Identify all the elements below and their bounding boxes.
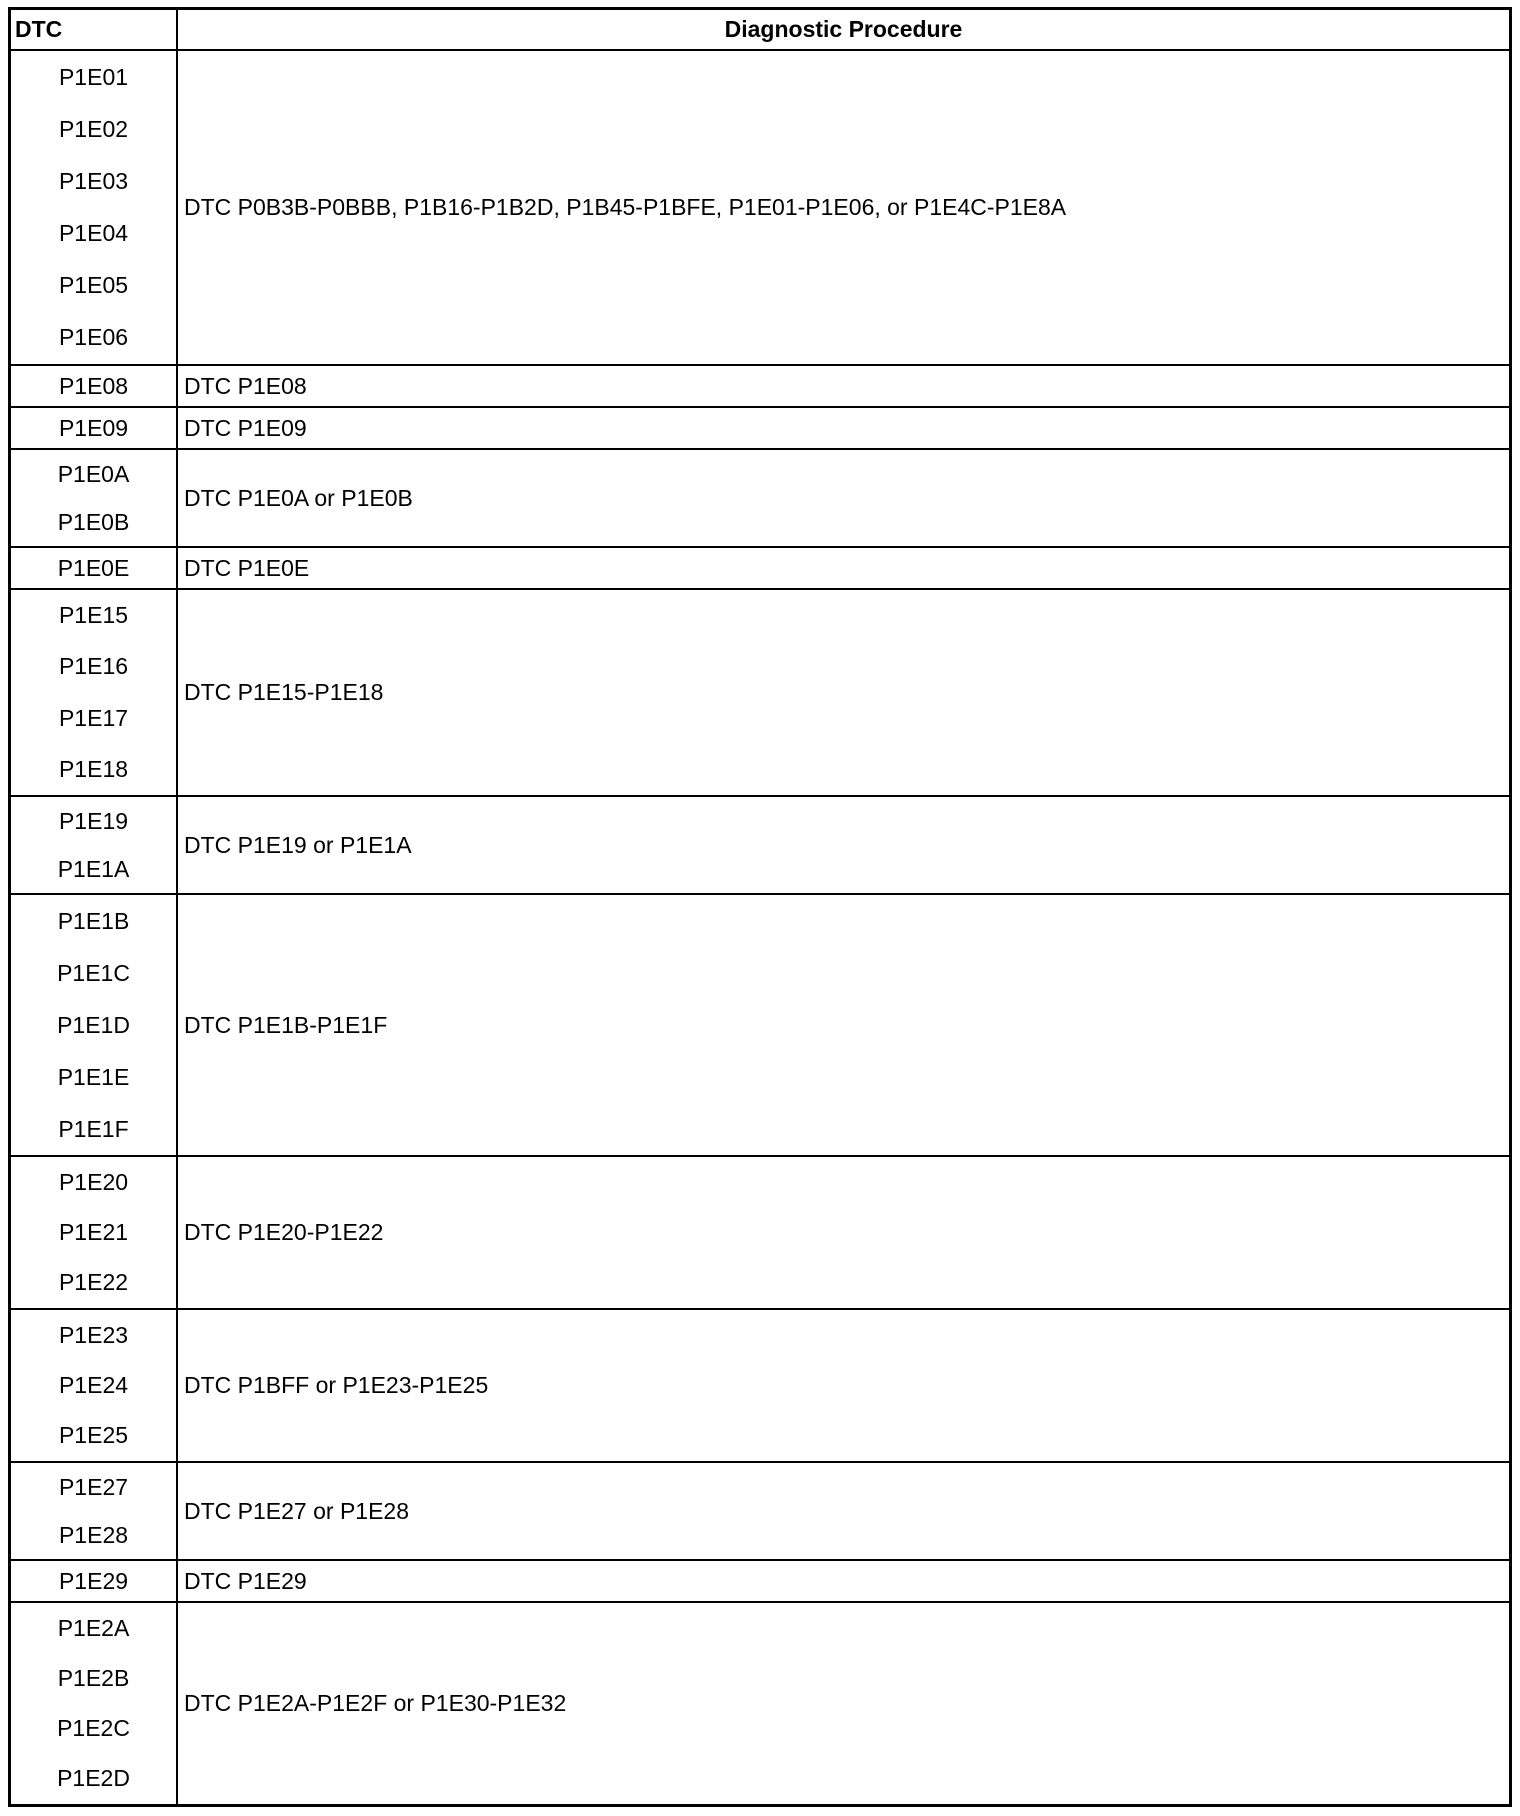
dtc-code: P1E03 bbox=[58, 167, 129, 194]
dtc-code: P1E19 bbox=[58, 807, 129, 834]
dtc-code: P1E08 bbox=[58, 372, 129, 399]
dtc-code: P1E18 bbox=[58, 755, 129, 782]
dtc-code: P1E0A bbox=[57, 460, 130, 487]
table-header bbox=[11, 10, 1509, 51]
dtc-code: P1E1D bbox=[57, 1011, 130, 1038]
table-row bbox=[11, 1561, 1509, 1603]
table-row bbox=[11, 450, 1509, 548]
dtc-code: P1E1F bbox=[58, 1115, 129, 1142]
procedure-cell: DTC P1E29 bbox=[184, 1567, 307, 1594]
procedure-cell: DTC P1E0E bbox=[184, 554, 310, 581]
dtc-code: P1E28 bbox=[58, 1521, 129, 1548]
table-row bbox=[11, 408, 1509, 450]
dtc-code: P1E1B bbox=[57, 907, 130, 934]
dtc-code: P1E21 bbox=[58, 1218, 129, 1245]
procedure-cell: DTC P1E08 bbox=[184, 372, 307, 399]
table-row bbox=[11, 1157, 1509, 1310]
procedure-cell: DTC P1E09 bbox=[184, 414, 307, 441]
header-dtc: DTC bbox=[11, 10, 178, 49]
dtc-table bbox=[8, 7, 1512, 1807]
dtc-cell bbox=[11, 450, 178, 546]
procedure-cell: DTC P0B3B-P0BBB, P1B16-P1B2D, P1B45-P1BFE, P1E01-P1E06, or P1E4C-P1E8A bbox=[184, 194, 1067, 220]
procedure-cell: DTC P1E20-P1E22 bbox=[184, 1219, 384, 1245]
table-row bbox=[11, 1603, 1509, 1804]
table-row bbox=[11, 548, 1509, 590]
dtc-cell bbox=[11, 1157, 178, 1308]
dtc-code: P1E29 bbox=[58, 1567, 129, 1594]
dtc-cell bbox=[11, 1310, 178, 1461]
header-procedure: Diagnostic Procedure bbox=[724, 16, 963, 42]
dtc-code: P1E09 bbox=[58, 414, 129, 441]
procedure-cell: DTC P1E1B-P1E1F bbox=[184, 1011, 388, 1038]
table-row bbox=[11, 366, 1509, 408]
dtc-code: P1E24 bbox=[58, 1371, 129, 1398]
dtc-code: P1E2A bbox=[57, 1614, 130, 1641]
dtc-code: P1E02 bbox=[58, 115, 129, 142]
table-row bbox=[11, 1310, 1509, 1463]
table-row bbox=[11, 51, 1509, 366]
dtc-cell bbox=[11, 590, 178, 795]
dtc-code: P1E17 bbox=[58, 704, 129, 731]
table-row bbox=[11, 797, 1509, 895]
dtc-code: P1E2D bbox=[57, 1765, 130, 1792]
procedure-cell: DTC P1E0A or P1E0B bbox=[184, 484, 413, 511]
dtc-code: P1E1E bbox=[57, 1063, 130, 1090]
procedure-cell: DTC P1E2A-P1E2F or P1E30-P1E32 bbox=[184, 1690, 567, 1716]
dtc-code: P1E05 bbox=[58, 272, 129, 299]
procedure-cell: DTC P1E15-P1E18 bbox=[184, 679, 384, 705]
dtc-code: P1E01 bbox=[58, 63, 129, 90]
dtc-code: P1E22 bbox=[58, 1269, 129, 1296]
dtc-cell bbox=[11, 366, 178, 406]
dtc-code: P1E25 bbox=[58, 1422, 129, 1449]
table-row bbox=[11, 1463, 1509, 1561]
procedure-cell: DTC P1BFF or P1E23-P1E25 bbox=[184, 1372, 489, 1398]
dtc-code: P1E27 bbox=[58, 1473, 129, 1500]
dtc-cell bbox=[11, 1463, 178, 1559]
dtc-cell bbox=[11, 1561, 178, 1601]
dtc-code: P1E0E bbox=[57, 554, 130, 581]
dtc-code: P1E1C bbox=[57, 959, 130, 986]
dtc-cell bbox=[11, 548, 178, 588]
dtc-code: P1E1A bbox=[57, 855, 130, 882]
dtc-code: P1E23 bbox=[58, 1321, 129, 1348]
table-row bbox=[11, 590, 1509, 797]
dtc-code: P1E04 bbox=[58, 220, 129, 247]
dtc-code: P1E20 bbox=[58, 1168, 129, 1195]
table-row bbox=[11, 895, 1509, 1157]
procedure-cell: DTC P1E19 or P1E1A bbox=[184, 831, 412, 858]
dtc-cell bbox=[11, 1603, 178, 1804]
procedure-cell: DTC P1E27 or P1E28 bbox=[184, 1497, 410, 1524]
dtc-code: P1E15 bbox=[58, 602, 129, 629]
dtc-cell bbox=[11, 895, 178, 1155]
dtc-cell bbox=[11, 408, 178, 448]
table-body bbox=[11, 51, 1509, 1804]
dtc-cell bbox=[11, 797, 178, 893]
dtc-cell bbox=[11, 51, 178, 364]
dtc-code: P1E0B bbox=[57, 508, 130, 535]
dtc-code: P1E2C bbox=[57, 1715, 130, 1742]
dtc-code: P1E06 bbox=[58, 324, 129, 351]
dtc-code: P1E2B bbox=[57, 1664, 130, 1691]
dtc-code: P1E16 bbox=[58, 653, 129, 680]
